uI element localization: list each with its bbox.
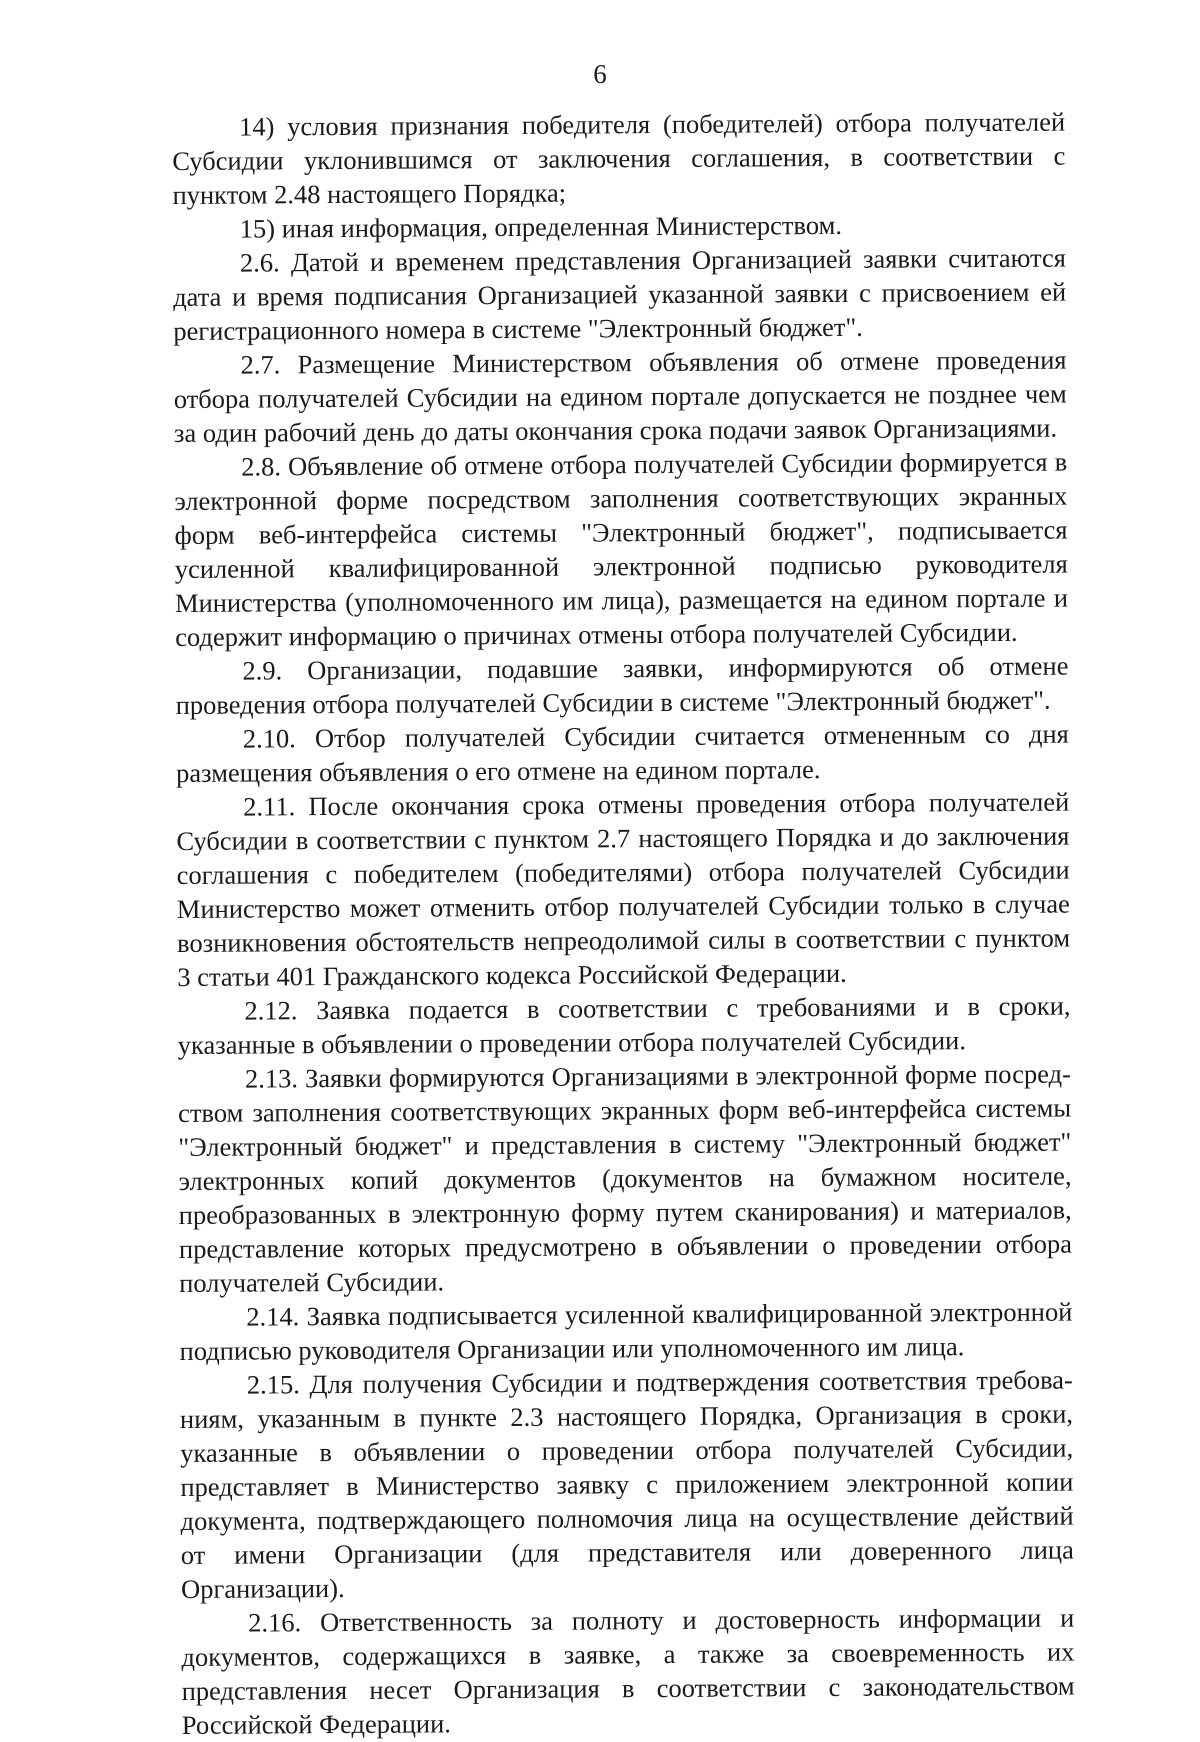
paragraph-2-10: 2.10. Отбор получателей Субсидии считается отмененным со дня размещения объявления о его отмене на едином портале. (175, 718, 1069, 788)
paragraph-2-11: 2.11. После окончания срока отмены проведения отбора получателей Субсидии в соответствии с пунктом 2.7 настоящего Порядка и до заключения соглашения с победителем (победителями) отбора получателей Субсидии Министерство может отменить отбор получателей Субсидии только в случае возникновения обстоятельств непреодолимой силы в соответствии с пунктом 3 статьи 401 Гражданского кодекса Российской Федерации. (176, 786, 1071, 992)
paragraph-2-14: 2.14. Заявка подписывается усиленной квалифицированной электронной подписью руководителя Организации или уполномоченного им лица. (179, 1296, 1073, 1366)
paragraph-2-9: 2.9. Организации, подавшие заявки, информируются об отмене проведения отбора получателей Субсидии в системе "Электронный бюджет". (175, 650, 1069, 720)
paragraph-2-15: 2.15. Для получения Субсидии и подтверждения соответствия требованиям, указанным в пункте 2.3 настоящего Порядка, Организация в сроки, указанные в объявлении о проведении отбора получателей Субсидии, представляет в Министерство заявку с приложением электронной копии документа, подтверждающего полномочия лица на осуществление действий от имени Организации (для представителя или доверенного лица Организации). (179, 1364, 1074, 1604)
page-number: 6 (593, 59, 607, 89)
paragraph-2-16: 2.16. Ответственность за полноту и достоверность информации и документов, содержащихся в заявке, а также за своевременность их представления несет Организация в соответствии с законодательством Российской Федерации. (181, 1602, 1075, 1740)
paragraph-2-12: 2.12. Заявка подается в соответствии с требованиями и в сроки, указанные в объявлении о проведении отбора получателей Субсидии. (177, 990, 1071, 1060)
document-body (172, 105, 1075, 1742)
paragraph-14-condition-winner-evasion: 14) условия признания победителя (победителей) отбора получателей Субсидии уклонившимся от заключения соглашения, в соответствии с пунктом 2.48 настоящего Порядка; (172, 106, 1066, 210)
paragraph-15-other-information: 15) иная информация, определенная Министерством. (239, 209, 843, 244)
paragraph-2-6: 2.6. Датой и временем представления Организацией заявки считаются дата и время подписания Организацией указанной заявки с присвоением ей регистрационного номера в системе "Электронный бюджет". (173, 242, 1067, 346)
paragraph-2-13: 2.13. Заявки формируются Организациями в электронной форме посредством заполнения соответствующих экранных форм веб-интерфейса системы "Электронный бюджет" и представления в систему "Электронный бюджет" электронных копий документов (документов на бумажном носителе, преобразованных в электронную форму путем сканирования) и материалов, представление которых предусмотрено в объявлении о проведении отбора получателей Субсидии. (178, 1058, 1073, 1298)
paragraph-2-7: 2.7. Размещение Министерством объявления об отмене проведения отбора получателей Субсидии на едином портале допускается не позднее чем за один рабочий день до даты окончания срока подачи заявок Организациями. (173, 344, 1067, 448)
paragraph-2-8: 2.8. Объявление об отмене отбора получателей Субсидии формируется в электронной форме посредством заполнения соответствующих экранных форм веб-интерфейса системы "Электронный бюджет", подписывается усиленной квалифицированной электронной подписью руководителя Министерства (уполномоченного им лица), размещается на едином портале и содержит информацию о причинах отмены отбора получателей Субсидии. (174, 446, 1069, 652)
